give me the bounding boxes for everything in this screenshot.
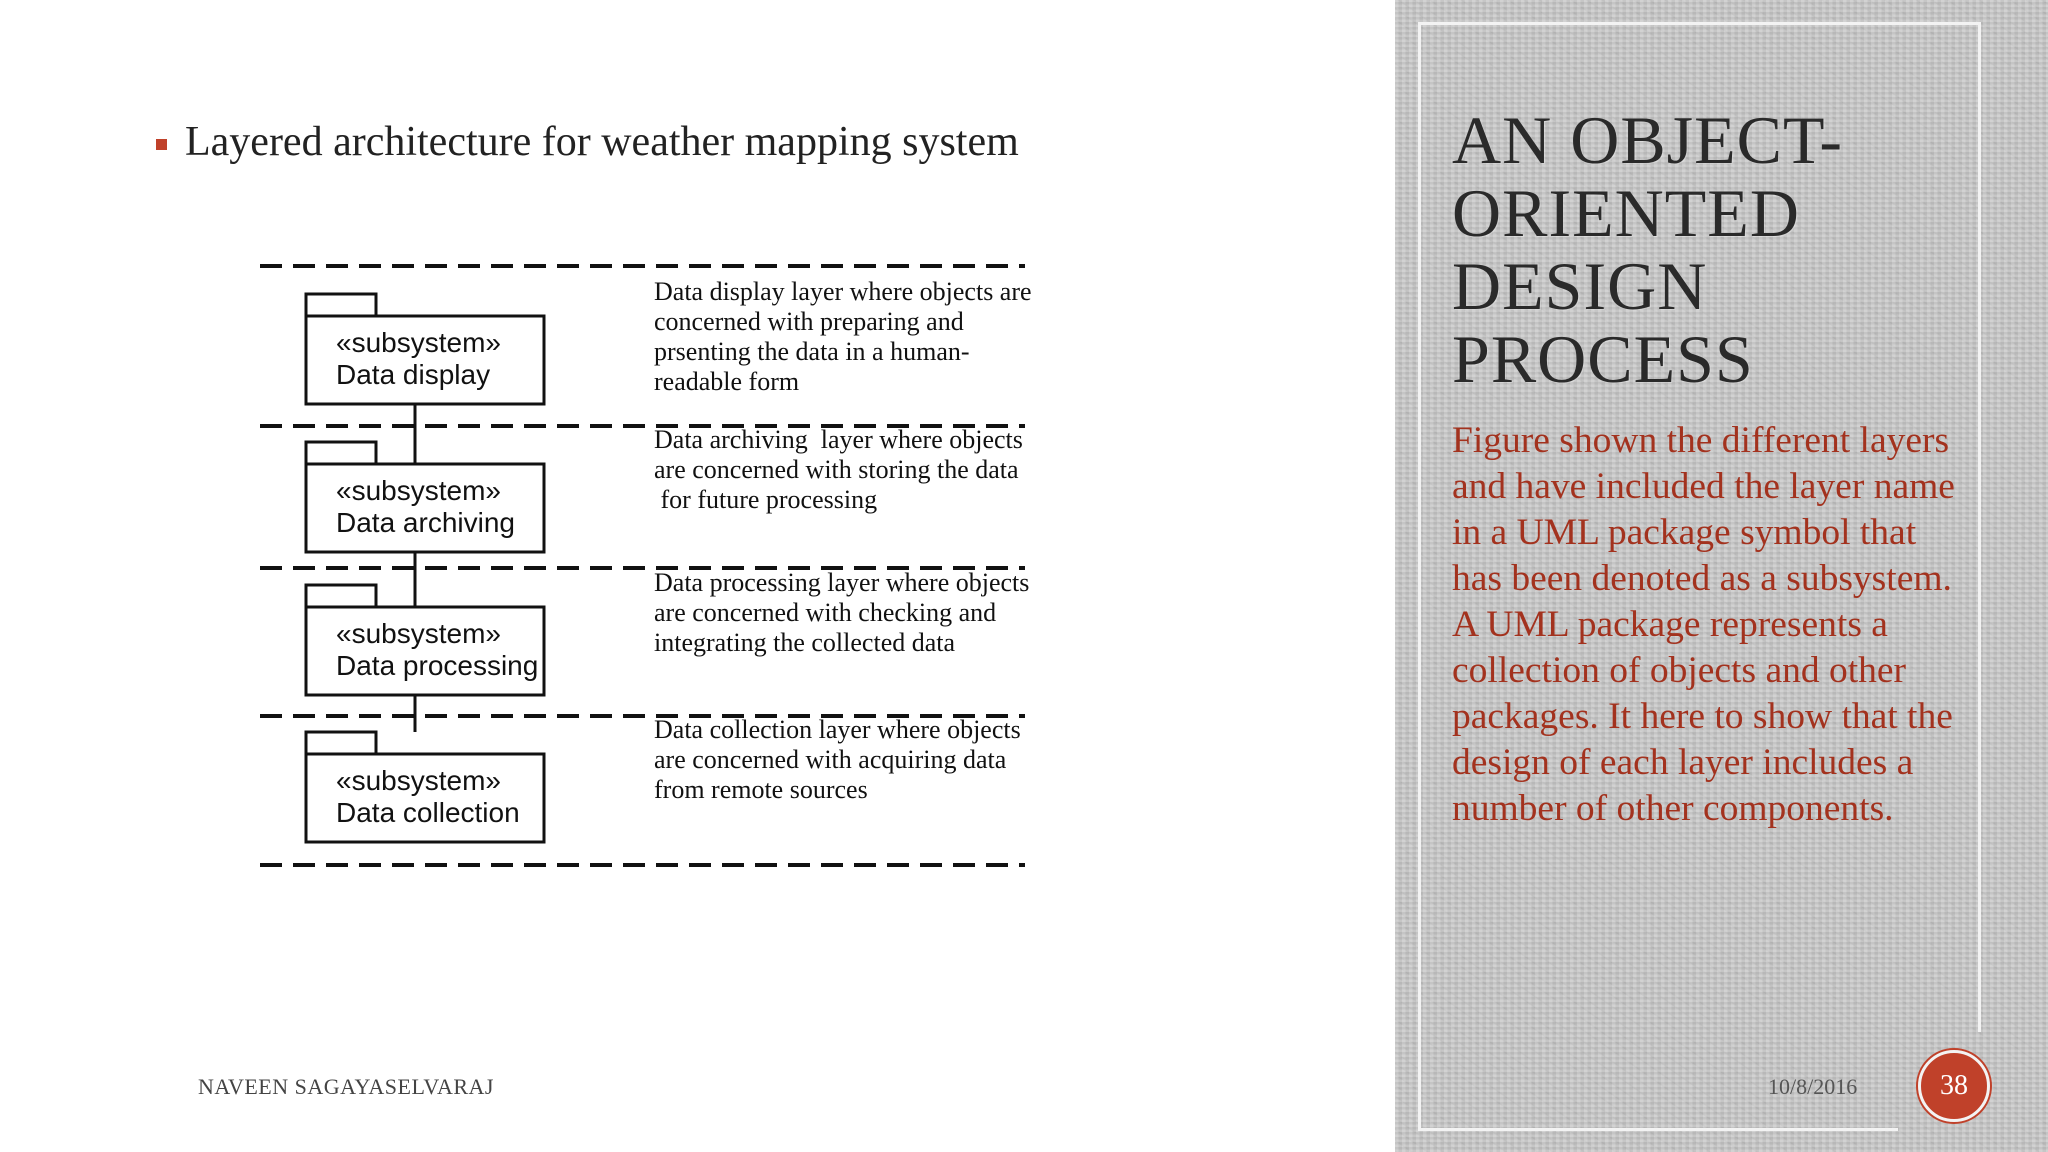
bullet-text: Layered architecture for weather mapping system bbox=[185, 119, 1019, 165]
layer-description-line: are concerned with acquiring data bbox=[654, 745, 1007, 774]
package-tab bbox=[306, 442, 376, 464]
package-stereotype: «subsystem» bbox=[336, 765, 501, 796]
package-tab bbox=[306, 294, 376, 316]
diagram-canvas bbox=[250, 240, 1110, 890]
layer-description-line: prsenting the data in a human- bbox=[654, 337, 970, 366]
package-tab bbox=[306, 585, 376, 607]
panel-frame-right bbox=[1978, 22, 1981, 1032]
slide-title: AN OBJECT-ORIENTED DESIGN PROCESS bbox=[1452, 102, 1843, 397]
package-stereotype: «subsystem» bbox=[336, 618, 501, 649]
package-name: Data processing bbox=[336, 650, 539, 681]
panel-frame-bottom bbox=[1418, 1128, 1898, 1131]
layer-description-line: integrating the collected data bbox=[654, 628, 956, 657]
package-name: Data collection bbox=[336, 797, 520, 828]
layer-description-line: Data display layer where objects are bbox=[654, 277, 1032, 306]
bullet-item bbox=[156, 118, 1019, 166]
layer-description-line: readable form bbox=[654, 367, 800, 396]
layered-architecture-diagram bbox=[250, 240, 1110, 890]
layer-description-line: concerned with preparing and bbox=[654, 307, 964, 336]
layer-description-line: from remote sources bbox=[654, 775, 868, 804]
package-stereotype: «subsystem» bbox=[336, 475, 501, 506]
layer-description-line: Data processing layer where objects bbox=[654, 568, 1030, 597]
square-bullet-icon bbox=[156, 139, 167, 150]
layer-description-line: for future processing bbox=[654, 485, 878, 514]
package-name: Data archiving bbox=[336, 507, 515, 538]
footer-author: NAVEEN SAGAYASELVARAJ bbox=[198, 1074, 494, 1099]
package-name: Data display bbox=[336, 359, 491, 390]
package-stereotype: «subsystem» bbox=[336, 327, 501, 358]
layer-description-line: are concerned with checking and bbox=[654, 598, 997, 627]
layer-description-line: Data archiving layer where objects bbox=[654, 425, 1023, 454]
slide-body-text: Figure shown the different layers and have included the layer name in a UML package symbol that has been denoted as a subsystem. A UML package represents a collection of objects and other packages. It here to show that the design of each layer includes a number of other components. bbox=[1452, 420, 1955, 829]
layer-description-line: Data collection layer where objects bbox=[654, 715, 1021, 744]
page-number-badge: 38 bbox=[1918, 1050, 1990, 1122]
layer-description-line: are concerned with storing the data bbox=[654, 455, 1019, 484]
footer-date: 10/8/2016 bbox=[1768, 1074, 1858, 1099]
package-tab bbox=[306, 732, 376, 754]
